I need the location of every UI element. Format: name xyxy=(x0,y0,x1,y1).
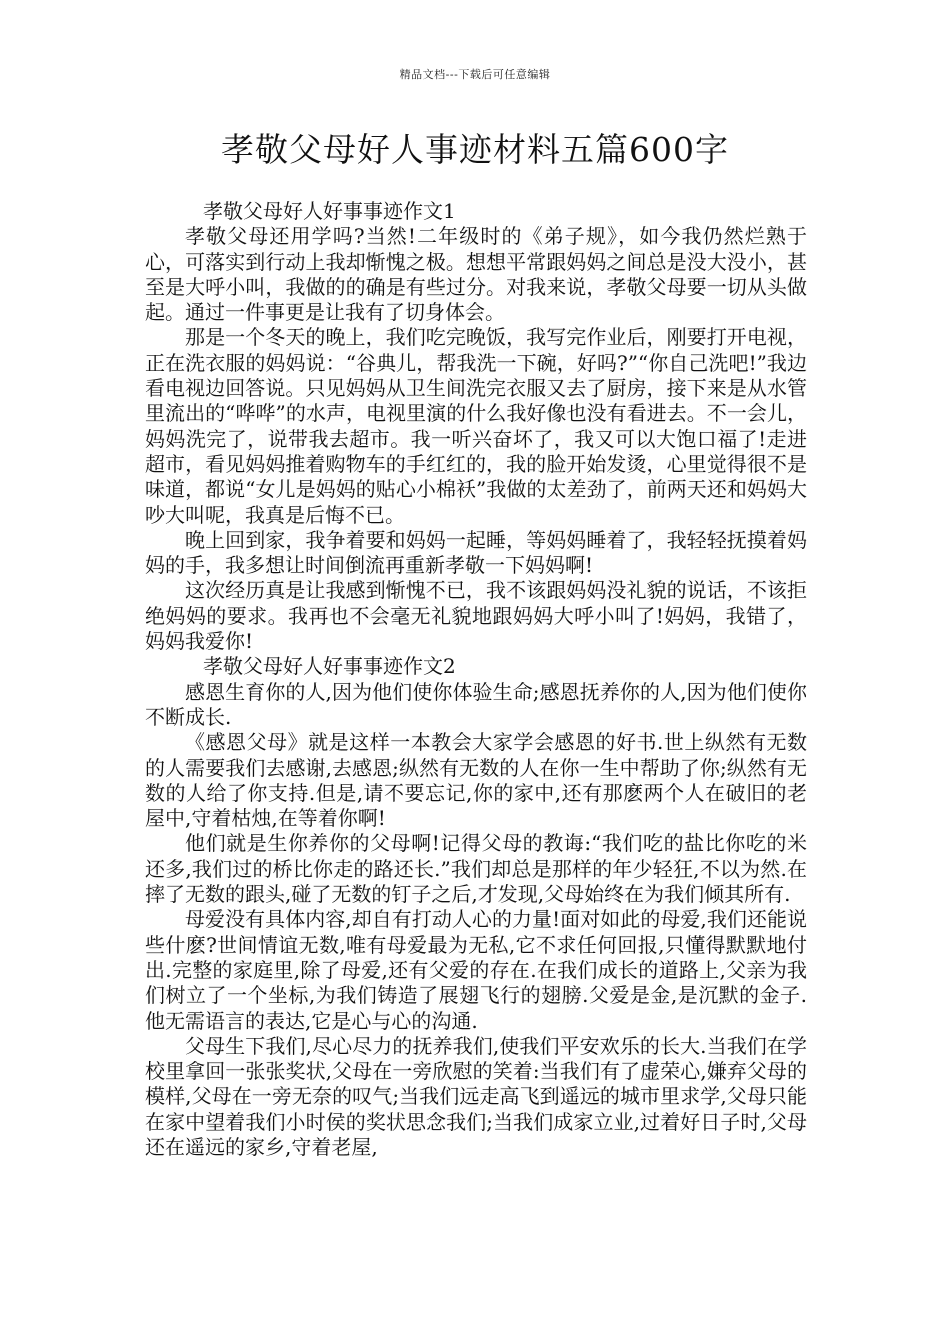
paragraph: 这次经历真是让我感到惭愧不已，我不该跟妈妈没礼貌的说话，不该拒绝妈妈的要求。我再也不会毫无礼貌地跟妈妈大呼小叫了!妈妈，我错了，妈妈我爱你! xyxy=(145,578,807,654)
paragraph: 那是一个冬天的晚上，我们吃完晚饭，我写完作业后，刚要打开电视，正在洗衣服的妈妈说：“谷典儿，帮我洗一下碗，好吗?”“你自己洗吧!”我边看电视边回答说。只见妈妈从卫生间洗完衣服又去了厨房，接下来是从水管里流出的“哗哗”的水声，电视里演的什么我好像也没有看进去。不一会儿，妈妈洗完了，说带我去超市。我一听兴奋坏了，我又可以大饱口福了!走进超市，看见妈妈推着购物车的手红红的，我的脸开始发烫，心里觉得很不是味道，都说“女儿是妈妈的贴心小棉袄”我做的太差劲了，前两天还和妈妈大吵大叫呢，我真是后悔不已。 xyxy=(145,325,807,527)
paragraph: 孝敬父母还用学吗?当然!二年级时的《弟子规》，如今我仍然烂熟于心，可落实到行动上我却惭愧之极。想想平常跟妈妈之间总是没大没小，甚至是大呼小叫，我做的的确是有些过分。对我来说，孝敬父母要一切从头做起。通过一件事更是让我有了切身体会。 xyxy=(145,224,807,325)
section-heading-1: 孝敬父母好人好事事迹作文1 xyxy=(203,199,456,223)
paragraph: 《感恩父母》就是这样一本教会大家学会感恩的好书.世上纵然有无数的人需要我们去感谢,去感恩;纵然有无数的人在你一生中帮助了你;纵然有无数的人给了你支持.但是,请不要忘记,你的家中,还有那麽两个人在破旧的老屋中,守着枯烛,在等着你啊! xyxy=(145,730,807,831)
paragraph: 母爱没有具体内容,却自有打动人心的力量!面对如此的母爱,我们还能说些什麽?世间情谊无数,唯有母爱最为无私,它不求任何回报,只懂得默默地付出.完整的家庭里,除了母爱,还有父爱的存在.在我们成长的道路上,父亲为我们树立了一个坐标,为我们铸造了展翅飞行的翅膀.父爱是金,是沉默的金子.他无需语言的表达,它是心与心的沟通. xyxy=(145,907,807,1033)
paragraph: 晚上回到家，我争着要和妈妈一起睡，等妈妈睡着了，我轻轻抚摸着妈妈的手，我多想让时间倒流再重新孝敬一下妈妈啊! xyxy=(145,527,807,578)
header-note: 精品文档---下载后可任意编辑 xyxy=(399,68,551,81)
document-title: 孝敬父母好人事迹材料五篇600字 xyxy=(221,130,729,169)
document-body xyxy=(145,199,807,1160)
paragraph: 他们就是生你养你的父母啊!记得父母的教诲:“我们吃的盐比你吃的米还多,我们过的桥比你走的路还长.”我们却总是那样的年少轻狂,不以为然.在摔了无数的跟头,碰了无数的钉子之后,才发现,父母始终在为我们倾其所有. xyxy=(145,831,807,907)
paragraph: 感恩生育你的人,因为他们使你体验生命;感恩抚养你的人,因为他们使你不断成长. xyxy=(145,679,807,729)
section-heading-2: 孝敬父母好人好事事迹作文2 xyxy=(203,654,456,679)
paragraph: 父母生下我们,尽心尽力的抚养我们,使我们平安欢乐的长大.当我们在学校里拿回一张张奖状,父母在一旁欣慰的笑着:当我们有了虚荣心,嫌弃父母的模样,父母在一旁无奈的叹气;当我们远走高飞到遥远的城市里求学,父母只能在家中望着我们小时侯的奖状思念我们;当我们成家立业,过着好日子时,父母还在遥远的家乡,守着老屋, xyxy=(145,1033,807,1159)
